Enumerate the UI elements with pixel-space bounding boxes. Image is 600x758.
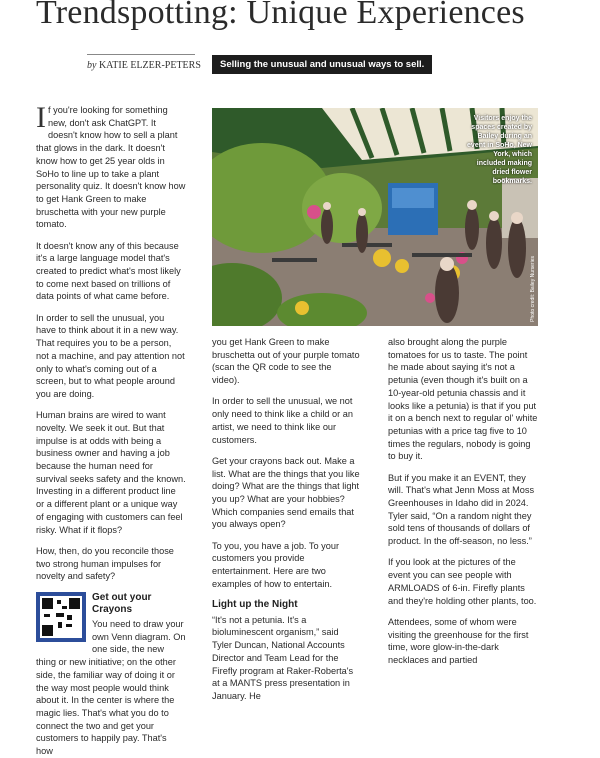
- paragraph-3: In order to sell the unusual, you have to think about it in a new way. That requires you to be a person, not a machine, and pay attention not only to what's coming out of a screen, but to what people around you are doing.: [36, 312, 185, 399]
- paragraph-4: Human brains are wired to want novelty. We seek it out. But that impulse is at odds with being a business owner and having a job because the human need for survival seeks safety and the known. Investing in a different product line or a different plant or a unique way of engaging with customers can feel risky. What if it flops?: [36, 410, 186, 535]
- photo-caption: Visitors enjoy the spaces created by Bailey during an event in SoHo, New York, which included making dried flower bookmarks.: [467, 115, 532, 185]
- column-3: [388, 336, 540, 675]
- sidebar-body: You need to draw your own Venn diagram. On one side, the new thing or new initiative; on the other side, the familiar way of doing it or the way most people would think about it. In the center is where the magic lies. That's what you do to connect the two and get your customers to happily pay. That's how: [36, 618, 186, 757]
- col2-paragraph-4: To you, you have a job. To your customers you provide entertainment. Here are two examples of how to entertain.: [212, 540, 340, 589]
- col2-paragraph-2: In order to sell the unusual, we not only need to think like a child or an artist, we need to think like our customers.: [212, 396, 353, 445]
- column-2: [212, 336, 360, 711]
- paragraph-2: It doesn't know any of this because it's a large language model that's created to predict what's most likely to come next based on trillions of data points of what came before.: [36, 240, 181, 302]
- paragraph-1: [36, 101, 186, 231]
- drop-cap: I: [36, 101, 46, 134]
- column-1: [36, 101, 186, 758]
- col2-paragraph-5: “It's not a petunia. It's a bioluminescent organism,” said Tyler Duncan, National Accounts Director and Team Lead for the Firefly program at Raker-Roberta's at a MANTS press presentation in January. He: [212, 614, 354, 701]
- paragraph-1-text: f you're looking for something new, don't ask ChatGPT. It doesn't know how to sell a plant that glows in the dark. It doesn't know how to get 25 year olds in SoHo to line up to take a plant personality quiz. It doesn't know how to get Hank Green to make bruschetta with your new purple tomato.: [36, 105, 186, 230]
- event-photo: [212, 108, 538, 326]
- qr-code[interactable]: [36, 592, 86, 642]
- tagline-banner: Selling the unusual and unusual ways to sell.: [212, 55, 432, 74]
- byline-by: by: [87, 60, 97, 71]
- col2-paragraph-1: you get Hank Green to make bruschetta out of your purple tomato (scan the QR code to see the video).: [212, 337, 360, 386]
- col3-paragraph-3: If you look at the pictures of the event you can see people with ARMLOADS of 6-in. Firefly plants and they're holding other plants, too.: [388, 557, 537, 606]
- col3-paragraph-2: But if you make it an EVENT, they will. That's what Jenn Moss at Moss Greenhouses in Idaho did in 2024. Tyler said, “On a random night they sold tens of thousands of dollars of product. In the off-season, no less.”: [388, 472, 535, 547]
- col3-paragraph-1: also brought along the purple tomatoes for us to taste. The point he made about saying it's not a petunia (even though it's built on a 10-year-old petunia chassis and it looks like a petunia) is that if you put it on a bench next to regular ol' white petunias with a price tag five to 10 times the regulars, nobody is going to buy it.: [388, 337, 538, 462]
- crayons-sidebar: [36, 592, 186, 758]
- qr-code-pattern: [40, 596, 82, 638]
- col2-paragraph-3: Get your crayons back out. Make a list. What are the things that you like doing? What are the things that light you up? What are your hobbies? Which companies send emails that you always open?: [212, 455, 360, 530]
- byline-rule: [87, 54, 195, 55]
- article-title: Trendspotting: Unique Experiences: [36, 0, 525, 31]
- paragraph-5: How, then, do you reconcile those two strong human impulses for novelty and safety?: [36, 545, 174, 582]
- byline: [87, 60, 201, 71]
- byline-author: KATIE ELZER-PETERS: [98, 60, 201, 71]
- section-heading-light-up: Light up the Night: [212, 599, 298, 611]
- sidebar-heading: Get out your Crayons: [92, 591, 152, 616]
- col3-paragraph-4: Attendees, some of whom were visiting the greenhouse for the first time, wore glow-in-the-dark necklaces and partied: [388, 616, 529, 665]
- photo-credit: Photo credit: Bailey Nurseries: [530, 256, 536, 322]
